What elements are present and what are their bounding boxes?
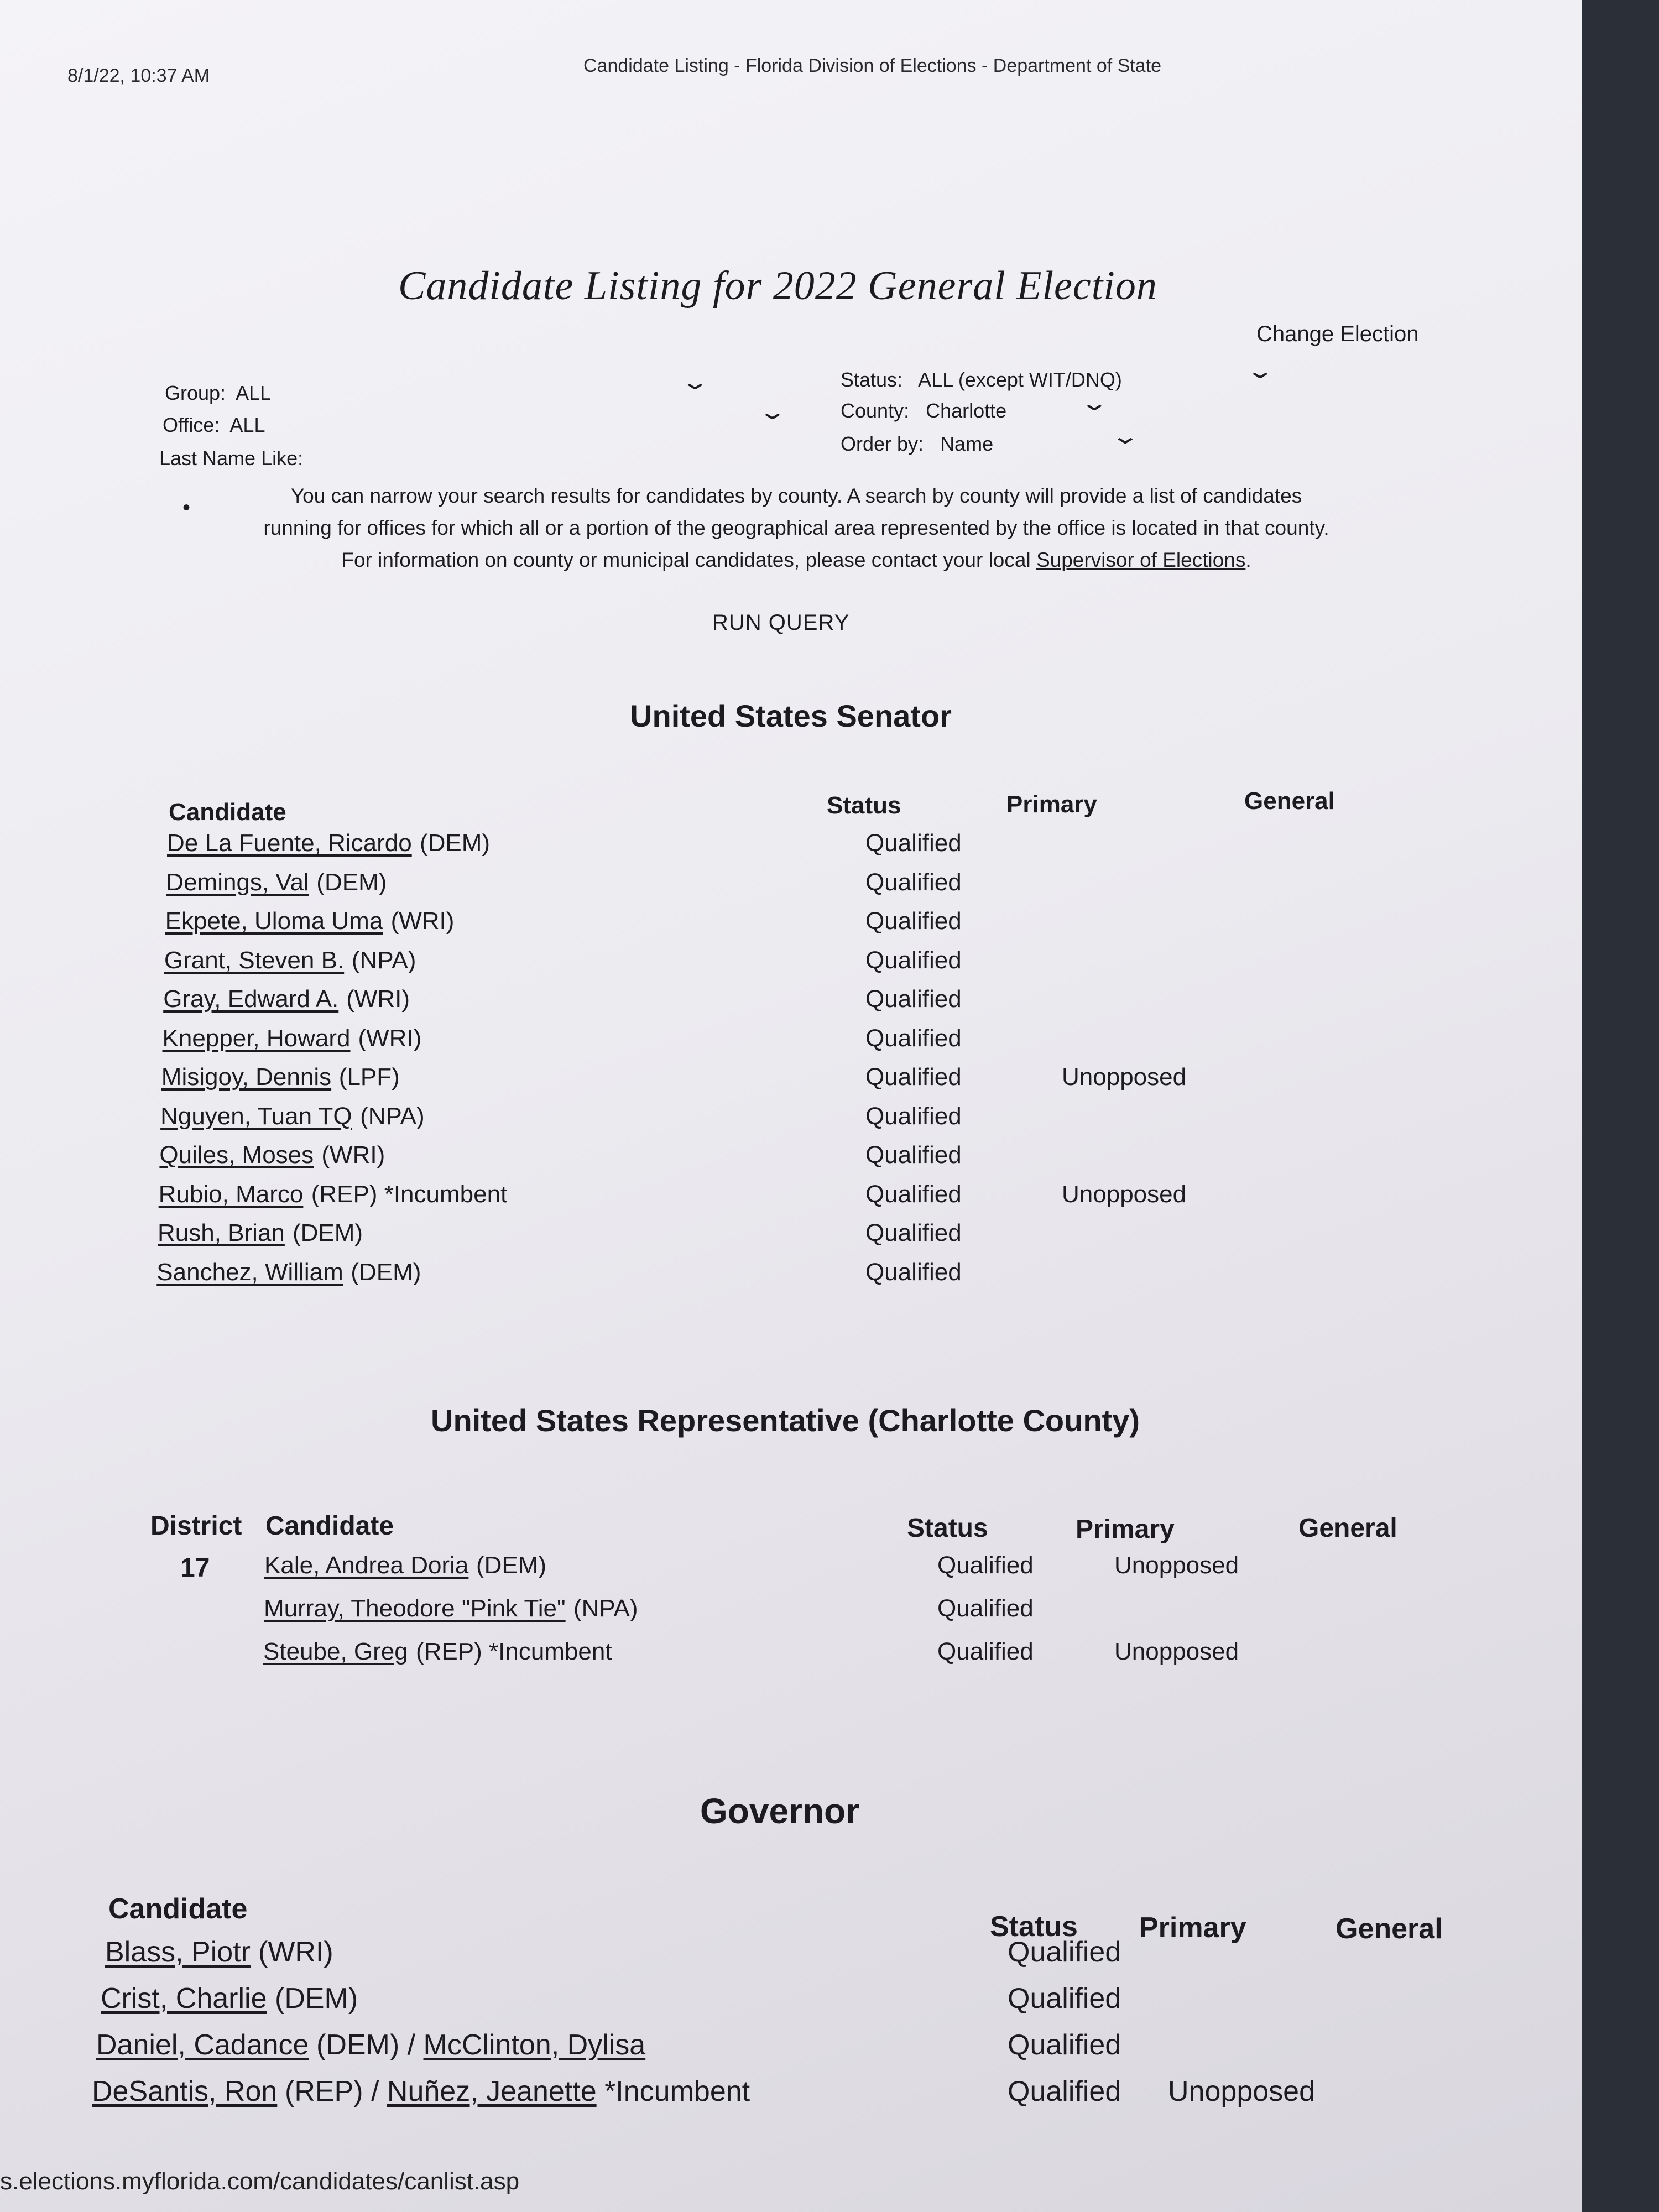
candidate-details — [293, 1219, 363, 1247]
party-affiliation: (NPA) — [351, 946, 416, 974]
running-mate-link[interactable]: McClinton, Dylisa — [423, 2029, 646, 2061]
party-affiliation: (REP) — [311, 1180, 378, 1208]
candidate-name-link[interactable]: Knepper, Howard — [162, 1024, 351, 1052]
candidate-name-link[interactable]: Grant, Steven B. — [164, 946, 345, 974]
table-row — [0, 1936, 1582, 1982]
candidate-details — [416, 1638, 612, 1666]
candidate-details — [351, 1259, 421, 1286]
candidate-details — [275, 1982, 358, 2015]
table-row — [0, 869, 1582, 908]
status-cell: Qualified — [865, 946, 962, 974]
candidate-name-link[interactable]: De La Fuente, Ricardo — [167, 830, 412, 857]
status-cell: Qualified — [865, 1258, 962, 1286]
order-value: Name — [940, 432, 994, 455]
chevron-down-icon[interactable]: ⌄ — [680, 370, 710, 394]
candidate-name-link[interactable]: Gray, Edward A. — [163, 985, 339, 1013]
house-heading: United States Representative (Charlotte County) — [431, 1403, 1140, 1438]
candidate-name-link[interactable]: Misigoy, Dennis — [161, 1063, 332, 1091]
candidate-details — [420, 830, 490, 857]
district-number: 17 — [180, 1553, 210, 1583]
house-col-status: Status — [907, 1514, 988, 1543]
table-row — [0, 1259, 1582, 1298]
primary-cell: Unopposed — [1168, 2075, 1315, 2107]
status-cell: Qualified — [865, 1219, 962, 1246]
incumbent-marker: *Incumbent — [489, 1638, 612, 1665]
order-label: Order by: — [841, 432, 924, 455]
status-cell: Qualified — [865, 1024, 962, 1052]
party-affiliation: (WRI) — [346, 985, 410, 1013]
house-col-general: General — [1298, 1514, 1397, 1543]
note-line-2: running for offices for which all or a portion of the geographical area represented by the office is located in that county. — [263, 517, 1329, 539]
office-filter[interactable] — [163, 414, 265, 437]
party-affiliation: (WRI) — [321, 1141, 385, 1168]
order-by-filter[interactable] — [841, 432, 993, 456]
status-cell: Qualified — [1008, 2075, 1121, 2107]
chevron-down-icon[interactable]: ⌄ — [1079, 391, 1109, 415]
candidate-name-link[interactable]: Murray, Theodore "Pink Tie" — [264, 1595, 566, 1622]
candidate-details — [316, 869, 387, 896]
status-cell: Qualified — [865, 1141, 962, 1168]
incumbent-marker: *Incumbent — [604, 2075, 750, 2107]
chevron-down-icon[interactable]: ⌄ — [757, 400, 787, 424]
table-row — [0, 1141, 1582, 1181]
status-cell: Qualified — [865, 1180, 962, 1208]
status-cell: Qualified — [937, 1552, 1034, 1579]
primary-cell: Unopposed — [1114, 1638, 1239, 1665]
candidate-name-link[interactable]: Steube, Greg — [263, 1638, 408, 1665]
candidate-name-link[interactable]: Sanchez, William — [156, 1258, 343, 1286]
status-cell: Qualified — [865, 868, 962, 896]
primary-cell: Unopposed — [1062, 1180, 1187, 1208]
party-affiliation: (DEM) — [351, 1258, 421, 1286]
running-mate-link[interactable]: Nuñez, Jeanette — [387, 2075, 597, 2107]
party-affiliation: (DEM) — [293, 1219, 363, 1246]
county-search-note — [171, 480, 1421, 576]
candidate-name-link[interactable]: Ekpete, Uloma Uma — [165, 907, 383, 935]
party-affiliation: (WRI) — [258, 1936, 333, 1968]
change-election-link[interactable]: Change Election — [1256, 322, 1419, 346]
status-cell: Qualified — [865, 1102, 962, 1130]
candidate-name-link[interactable]: Blass, Piotr — [105, 1936, 251, 1968]
table-row — [0, 2075, 1582, 2121]
party-affiliation: (DEM) — [316, 868, 387, 896]
chevron-down-icon[interactable]: ⌄ — [1245, 359, 1275, 383]
footer-url: s.elections.myflorida.com/candidates/canlist.asp — [0, 2168, 520, 2195]
candidate-details — [339, 1063, 400, 1091]
status-cell: Qualified — [865, 985, 962, 1013]
table-row — [0, 947, 1582, 986]
office-label: Office: — [163, 414, 220, 436]
candidate-name-link[interactable]: DeSantis, Ron — [92, 2075, 278, 2107]
candidate-details: (DEM) / McClinton, Dylisa — [316, 2029, 646, 2061]
run-query-button[interactable]: RUN QUERY — [712, 611, 850, 635]
table-row — [0, 1595, 1582, 1638]
print-timestamp: 8/1/22, 10:37 AM — [67, 65, 210, 86]
candidate-name-link[interactable]: Rush, Brian — [158, 1219, 285, 1246]
governor-col-primary: Primary — [1139, 1912, 1246, 1944]
last-name-filter — [159, 447, 303, 470]
house-col-candidate: Candidate — [265, 1511, 394, 1541]
candidate-details — [321, 1141, 385, 1169]
group-value: ALL — [236, 382, 272, 404]
party-affiliation: (REP) — [285, 2075, 363, 2107]
governor-col-general: General — [1335, 1913, 1443, 1945]
incumbent-marker: *Incumbent — [384, 1180, 508, 1208]
status-cell: Qualified — [1008, 1936, 1121, 1968]
table-row — [0, 1025, 1582, 1064]
primary-cell: Unopposed — [1114, 1552, 1239, 1579]
note-period: . — [1245, 549, 1251, 571]
status-value: ALL (except WIT/DNQ) — [918, 368, 1122, 391]
candidate-details: (REP) / Nuñez, Jeanette *Incumbent — [285, 2075, 750, 2107]
candidate-name-link[interactable]: Crist, Charlie — [101, 1983, 267, 2015]
group-label: Group: — [165, 382, 226, 404]
status-cell: Qualified — [865, 830, 962, 857]
table-row — [0, 1552, 1582, 1595]
table-row — [0, 907, 1582, 947]
candidate-name-link[interactable]: Daniel, Cadance — [96, 2029, 309, 2061]
candidate-details — [346, 985, 410, 1013]
supervisor-of-elections-link[interactable]: Supervisor of Elections — [1036, 549, 1246, 571]
senate-col-candidate: Candidate — [169, 799, 286, 826]
candidate-name-link[interactable]: Quiles, Moses — [159, 1141, 314, 1168]
governor-col-status: Status — [990, 1911, 1078, 1943]
note-line-3: For information on county or municipal candidates, please contact your local — [341, 549, 1031, 571]
party-affiliation: (DEM) — [316, 2029, 400, 2061]
office-value: ALL — [229, 414, 265, 436]
last-name-label: Last Name Like: — [159, 447, 304, 469]
table-row — [0, 1103, 1582, 1142]
bullet-marker: • — [182, 495, 191, 520]
status-label: Status: — [841, 368, 903, 391]
status-cell: Qualified — [937, 1595, 1034, 1622]
party-affiliation: (NPA) — [360, 1102, 425, 1130]
page-title: Candidate Listing for 2022 General Election — [398, 263, 1157, 309]
candidate-details — [258, 1936, 333, 1969]
note-line-1: You can narrow your search results for candidates by county. A search by county will provide a list of candidates — [290, 484, 1302, 507]
table-row — [0, 1638, 1582, 1681]
senate-col-primary: Primary — [1006, 791, 1097, 818]
candidate-name-link[interactable]: Rubio, Marco — [158, 1180, 304, 1208]
table-row — [0, 1219, 1582, 1259]
table-row — [0, 1063, 1582, 1103]
status-cell: Qualified — [865, 1063, 962, 1091]
print-page-title: Candidate Listing - Florida Division of Elections - Department of State — [583, 55, 1162, 76]
group-filter[interactable] — [165, 382, 271, 405]
candidate-details — [358, 1025, 422, 1052]
status-cell: Qualified — [1008, 2029, 1121, 2061]
status-cell: Qualified — [937, 1638, 1034, 1665]
status-cell: Qualified — [1008, 1983, 1121, 2015]
status-cell: Qualified — [865, 907, 962, 935]
party-affiliation: (DEM) — [420, 830, 491, 857]
table-row — [0, 1982, 1582, 2028]
chevron-down-icon[interactable]: ⌄ — [1110, 424, 1140, 448]
candidate-name-link[interactable]: Nguyen, Tuan TQ — [160, 1102, 352, 1130]
party-affiliation: (WRI) — [390, 907, 455, 935]
candidate-details — [391, 907, 455, 935]
status-filter[interactable] — [841, 368, 1122, 392]
candidate-details — [360, 1103, 425, 1130]
table-row — [0, 2028, 1582, 2075]
candidate-name-link[interactable]: Demings, Val — [166, 868, 309, 896]
county-filter[interactable] — [841, 399, 1006, 422]
senate-heading: United States Senator — [630, 698, 952, 733]
house-col-primary: Primary — [1076, 1515, 1175, 1544]
candidate-details — [476, 1552, 546, 1579]
table-row — [0, 830, 1582, 869]
candidate-details — [573, 1595, 638, 1623]
party-affiliation: (DEM) — [476, 1552, 547, 1579]
house-col-district: District — [150, 1511, 242, 1541]
candidate-details — [311, 1181, 508, 1208]
candidate-details — [352, 947, 416, 974]
county-value: Charlotte — [926, 399, 1007, 422]
party-affiliation: (LPF) — [338, 1063, 400, 1091]
governor-heading: Governor — [700, 1791, 860, 1831]
table-row — [0, 985, 1582, 1025]
party-affiliation: (DEM) — [275, 1983, 358, 2015]
senate-col-general: General — [1244, 787, 1335, 815]
candidate-name-link[interactable]: Kale, Andrea Doria — [264, 1552, 469, 1579]
party-affiliation: (NPA) — [573, 1595, 638, 1622]
table-row — [0, 1181, 1582, 1220]
county-label: County: — [841, 399, 910, 422]
party-affiliation: (REP) — [416, 1638, 482, 1665]
senate-col-status: Status — [827, 792, 901, 819]
party-affiliation: (WRI) — [358, 1024, 422, 1052]
governor-col-candidate: Candidate — [108, 1893, 248, 1925]
primary-cell: Unopposed — [1062, 1063, 1187, 1091]
